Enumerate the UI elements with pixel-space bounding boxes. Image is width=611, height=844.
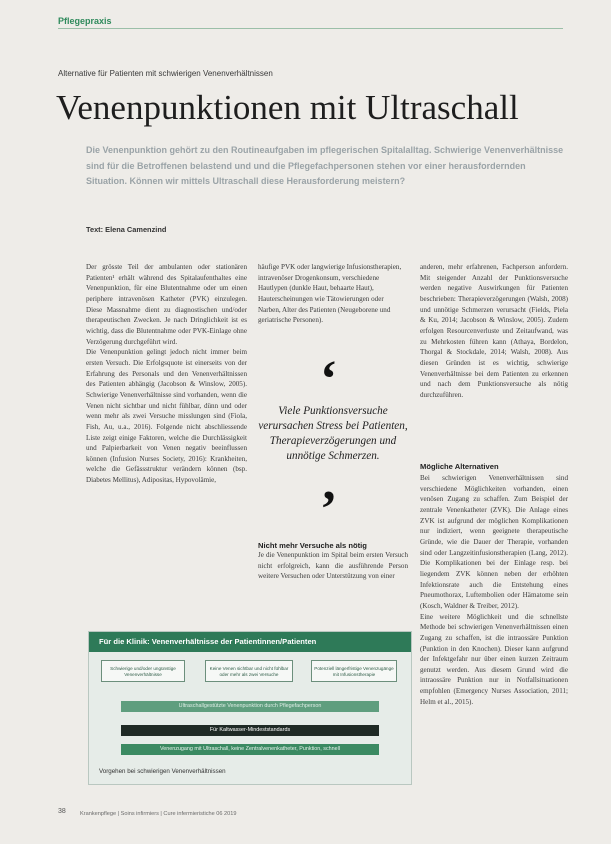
body-column-3: anderen, mehr erfahrenen, Fachperson anfordern. Mit steigender Anzahl der Punktionsversuche werden negative Auswirkungen für Patienten beschrieben: Therapieverzögerungen (Walsh, 2008) und unnötige Schmerzen verursacht (Fields, Piela & Ku, 2014; Jacobson & Winslow, 2005). Zudem erfolgen Resourcenverluste und Zeitaufwand, was zu Mehrkosten führen kann (Athaya, Bordelon, Thorgal & Stockdale, 2014; Walsh, 2008). Aus diesen Gründen ist es wichtig, schwierige Venenverhältnisse bei dem Patienten zu erkennen und nach dem Punktionsversuche als nötig durchzuführen. xyxy=(420,263,568,399)
quote-open-mark: ‘ xyxy=(320,351,338,408)
figure-bar-3: Venenzugang mit Ultraschall, keine Zentralvenenkatheter, Punktion, schnell xyxy=(121,744,379,755)
figure-box-3: Potenziell längerfristige Venenzugänge mit Infusionstherapie xyxy=(311,660,397,682)
article-title: Venenpunktionen mit Ultraschall xyxy=(56,88,519,127)
body-column-3-cont: Bei schwierigen Venenverhältnissen sind verschiedene Möglichkeiten vorhanden, einen venösen Zugang zu schaffen. Zum Beispiel der zentrale Venenkatheter (ZVK). Die Anlage eines ZVK ist aufgrund der möglichen Komplikationen nur indiziert, wenn geeignete therapeutische Gründe, wie die Dauer der Therapie, vorhanden sind oder Langzeitinfusionstherapien (Lang, 2012). Die Komplikationen bei der Einlage resp. bei liegendem ZVK können neben der erhöhten Infektionsrate auch die Entstehung eines Pneumothorax, Luftembolien oder Hämatome sein (Kosch, Waldner & Treiber, 2012). Eine weitere Möglichkeit und die schnellste Methode bei schwierigen Venenverhältnissen einen Zugang zu schaffen, ist die intraossäre Punktion (Punktion in den Knochen). Dieser kann aufgrund der Infektgefahr nur über einen kurzen Zeitraum genutzt werden. Aus diesem Grund wird die intraossäre Punktion nur in Notfallsituationen empfohlen (Emergency Nurses Association, 2011; Helm et al., 2015). xyxy=(420,474,568,706)
article-kicker: Alternative für Patienten mit schwierigen Venenverhältnissen xyxy=(58,69,273,78)
quote-close-mark: ’ xyxy=(320,481,338,538)
figure-caption: Vorgehen bei schwierigen Venenverhältnissen xyxy=(99,768,226,775)
section-rubric: Pflegepraxis xyxy=(58,16,112,26)
page-number: 38 xyxy=(58,808,66,815)
footer-text: Krankenpflege | Soins infirmiers | Cure infermieristiche 06 2019 xyxy=(80,811,237,817)
figure-box-1: Schwierige und/oder ungünstige Venenverhältnisse xyxy=(101,660,185,682)
subheading-alternatives: Mögliche Alternativen xyxy=(420,462,499,471)
subheading-attempts: Nicht mehr Versuche als nötig xyxy=(258,541,367,550)
body-column-2: häufige PVK oder langwierige Infusionstherapien, intravenöser Drogenkonsum, verschiedene Hautlypen (dunkle Haut, behaarte Haut), Hauterscheinungen wie Tätowierungen oder Narben, Alter des Patienten (Neugeborene und geriatrische Personen). xyxy=(258,263,402,325)
flowchart-figure xyxy=(88,631,412,785)
figure-bar-2: Für Kaltwasser-Mindeststandards xyxy=(121,725,379,736)
figure-bar-1: Ultraschallgestützte Venenpunktion durch Pflegefachperson xyxy=(121,701,379,712)
article-byline: Text: Elena Camenzind xyxy=(86,225,167,234)
figure-box-2: Keine Venen sichtbar und nicht fühlbar oder mehr als zwei Versuche xyxy=(205,660,293,682)
article-lead: Die Venenpunktion gehört zu den Routineaufgaben im pflegerischen Spitalalltag. Schwierige Venenverhältnisse sind für die Betroffenen belastend und und die Pflegefachpersonen stehen vor einer herausfordernden Situation. Können wir mittels Ultraschall diese Herausforderung meistern? xyxy=(86,145,564,187)
body-column-2-cont: Je die Venenpunktion im Spital beim ersten Versuch nicht erfolgreich, kann die ausführende Person weitere Versuchen oder Unterstützung von einer xyxy=(258,551,408,581)
pull-quote: Viele Punktionsversuche verursachen Stress bei Patienten, Therapieverzögerungen und unnötige Schmerzen. xyxy=(258,405,408,462)
figure-header: Für die Klinik: Venenverhältnisse der Patientinnen/Patienten xyxy=(89,632,411,652)
body-column-1: Der grösste Teil der ambulanten oder stationären Patienten¹ erhält während des Spitalaufenthaltes eine Venenpunktion, für eine Blutentnahme oder um einen periphere intravenösen Katheter (PVK) einzulegen. Diese Massnahme dient zu diagnostischen und/oder therapeutischen Zwecken. Je nach Dringlichkeit ist es wichtig, dass die Blutentnahme oder PVK-Einlage ohne Verzögerung durchgeführt wird. Die Venenpunktion gelingt jedoch nicht immer beim ersten Versuch. Die Erfolgsquote ist einerseits von der Erfahrung des Personals und den Venenverhältnissen des Patienten abhängig (Jacobson & Winslow, 2005). Schwierige Venenverhältnisse sind vorhanden, wenn die Venen nicht sichtbar und nicht fühlbar, dünn und oder wenn mehr als zwei Versuche misslungen sind (Fiola, Fish, Au, u.a., 2016). Folgende nicht abschliessende Liste zeigt einige Faktoren, welche die Durchlässigkeit und Palpierbarkeit von Venen negativ beeinflussen können (Infusion Nurses Society, 2016): Krankheiten, welche die Gefässstruktur verändern können (bsp. Diabetes Mellitus), Adipositas, Hypovolämie, xyxy=(86,263,247,485)
rubric-divider xyxy=(58,28,563,29)
